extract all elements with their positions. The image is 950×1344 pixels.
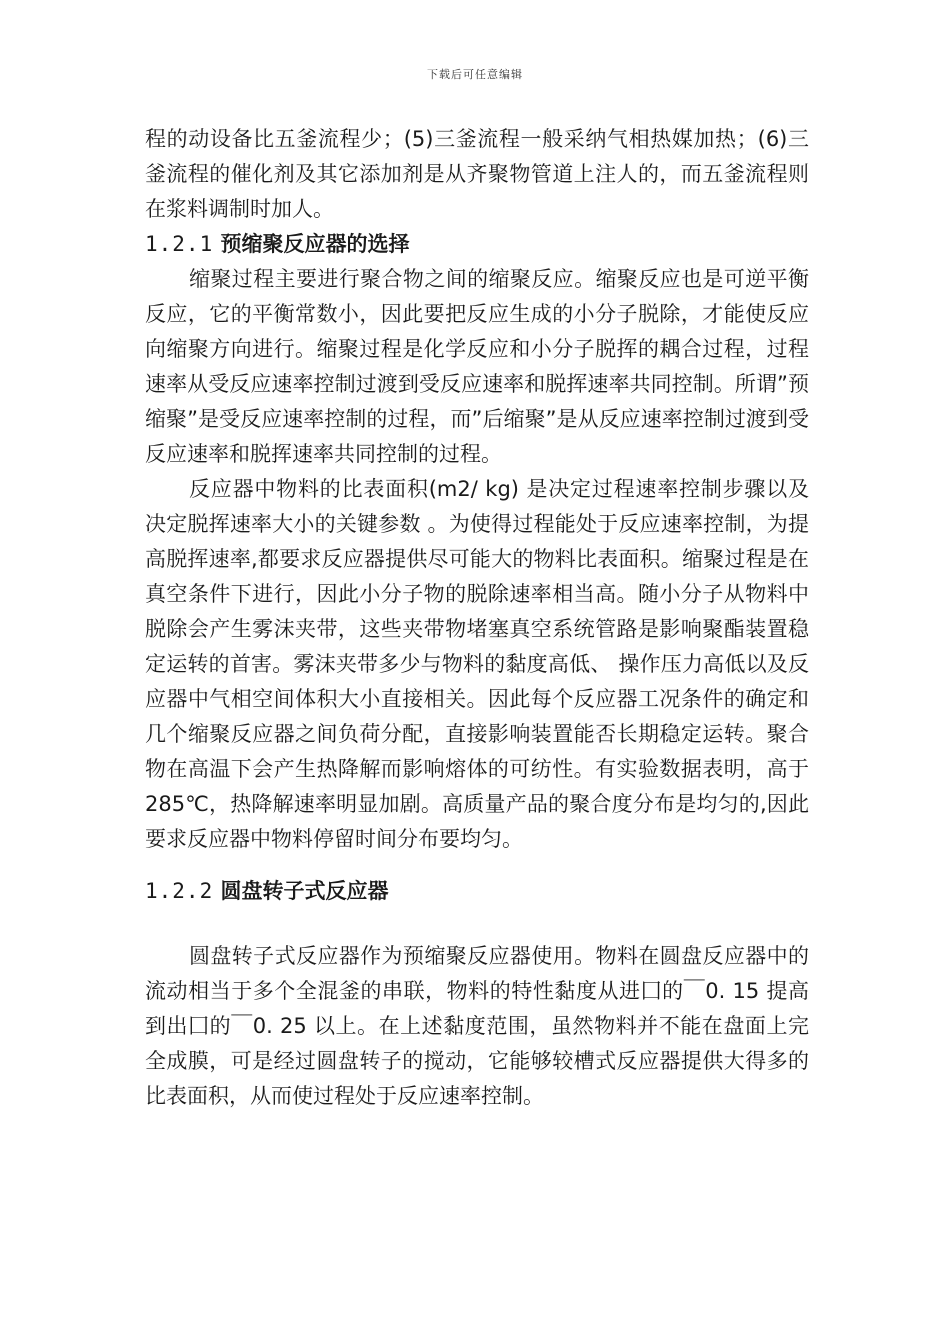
paragraph: 反应器中物料的比表面积(m2/ kg) 是决定过程速率控制步骤以及决定脱挥速率大小的关键参数 。为使得过程能处于反应速率控制，为提高脱挥速率,都要求反应器提供尽可能大的物料比表面积。缩聚过程是在真空条件下进行，因此小分子物的脱除速率相当高。随小分子从物料中脱除会产生雾沫夹带，这些夹带物堵塞真空系统管路是影响聚酯装置稳定运转的首害。雾沫夹带多少与物料的黏度高低、 操作压力高低以及反应器中气相空间体积大小直接相关。因此每个反应器工况条件的确定和几个缩聚反应器之间负荷分配，直接影响装置能否长期稳定运转。聚合物在高温下会产生热降解而影响熔体的可纺性。有实验数据表明，高于285℃，热降解速率明显加剧。高质量产品的聚合度分布是均匀的,因此要求反应器中物料停留时间分布要均匀。 — [145, 477, 809, 851]
spacer — [145, 909, 809, 939]
section-title: 圆盘转子式反应器 — [220, 879, 389, 903]
section-heading-1-2-2 — [145, 874, 809, 909]
section-title: 预缩聚反应器的选择 — [220, 232, 410, 256]
section-number: 1.2.2 — [145, 879, 214, 903]
section-number: 1.2.1 — [145, 232, 214, 256]
paragraph: 圆盘转子式反应器作为预缩聚反应器使用。物料在圆盘反应器中的流动相当于多个全混釜的串联，物料的特性黏度从进囗的￣0. 15 提高到出囗的￣0. 25 以上。在上述黏度范围，虽然物料并不能在盘面上完全成膜，可是经过圆盘转子的搅动，它能够较槽式反应器提供大得多的比表面积，从而使过程处于反应速率控制。 — [145, 944, 809, 1108]
paragraph: 缩聚过程主要进行聚合物之间的缩聚反应。缩聚反应也是可逆平衡反应，它的平衡常数小，因此要把反应生成的小分子脱除，才能使反应向缩聚方向进行。缩聚过程是化学反应和小分子脱挥的耦合过程，过程速率从受反应速率控制过渡到受反应速率和脱挥速率共同控制。所谓”预缩聚”是受反应速率控制的过程，而”后缩聚”是从反应速率控制过渡到受反应速率和脱挥速率共同控制的过程。 — [145, 267, 809, 466]
header-note: 下载后可任意编辑 — [427, 68, 523, 81]
document-body — [145, 122, 809, 1114]
section-heading-1-2-1 — [145, 227, 809, 262]
spacer — [145, 857, 809, 874]
intro-paragraph: 程的动设备比五釜流程少；(5)三釜流程一般采纳气相热媒加热；(6)三釜流程的催化剂及其它添加剂是从齐聚物管道上注人的，而五釜流程则在浆料调制时加人。 — [145, 127, 809, 221]
